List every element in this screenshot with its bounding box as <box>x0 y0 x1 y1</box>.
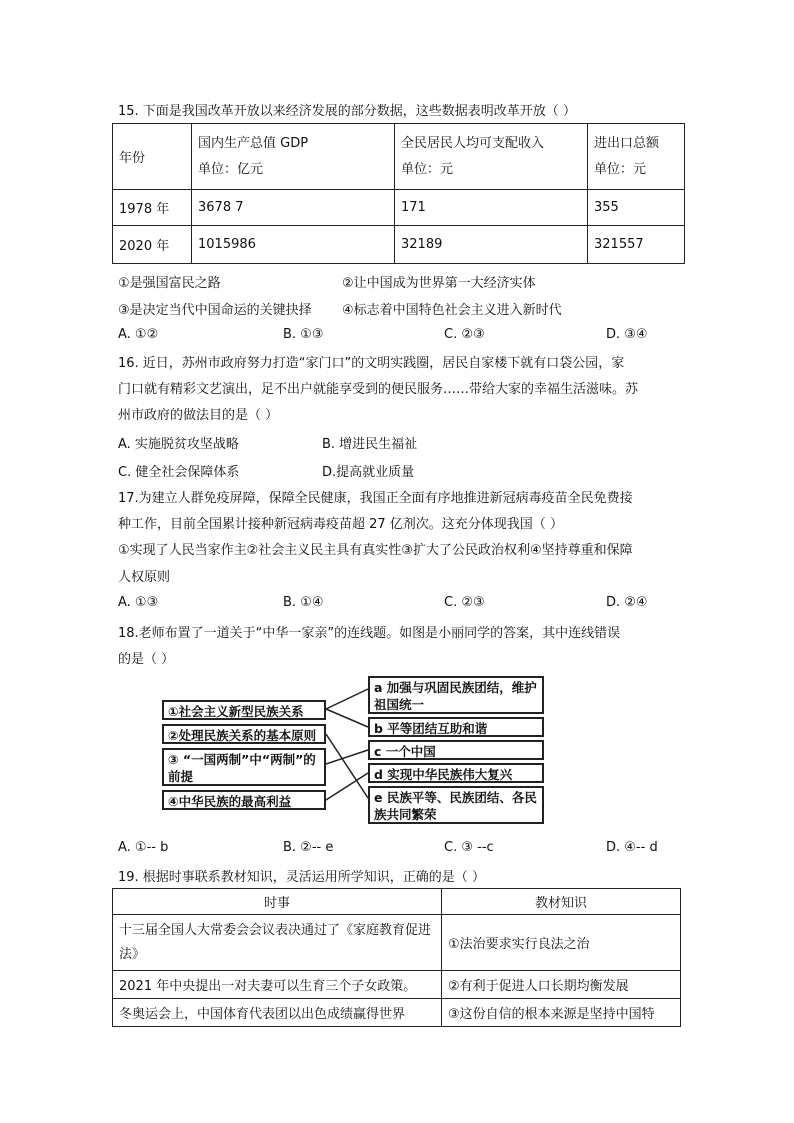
q15-option-c[interactable]: C. ②③ <box>444 327 485 342</box>
right-item-d: d 实现中华民族伟大复兴 <box>368 763 544 783</box>
q17-statements-line1: ①实现了人民当家作主②社会主义民主具有真实性③扩大了公民政治权利④坚持尊重和保障 <box>118 543 633 558</box>
q19-table <box>112 888 681 1027</box>
right-item-b: b 平等团结互助和谐 <box>368 717 544 737</box>
table-cell: ①法治要求实行良法之治 <box>442 915 681 971</box>
q19-stem: 19. 根据时事联系教材知识，灵活运用所学知识，正确的是（ ） <box>118 870 485 885</box>
table-cell: 32189 <box>395 226 588 264</box>
connector-line <box>326 734 368 798</box>
q15-option-d[interactable]: D. ③④ <box>606 327 648 342</box>
table-cell: 171 <box>395 190 588 226</box>
q15-option-a[interactable]: A. ①② <box>118 327 159 342</box>
q16-stem-line3: 州市政府的做法目的是（ ） <box>118 408 279 423</box>
table-cell: 355 <box>588 190 685 226</box>
q15-statement-1: ①是强国富民之路 <box>118 276 221 291</box>
q18-stem-line1: 18.老师布置了一道关于“中华一家亲”的连线题。如图是小丽同学的答案，其中连线错误 <box>118 626 621 641</box>
left-item-3: ③ “一国两制”中“两制”的前提 <box>162 748 326 786</box>
q17-option-d[interactable]: D. ②④ <box>606 595 648 610</box>
table-cell: 3678 7 <box>192 190 395 226</box>
q16-option-c[interactable]: C. 健全社会保障体系 <box>118 465 240 480</box>
table-row <box>113 999 681 1027</box>
left-item-2: ②处理民族关系的基本原则 <box>162 724 326 744</box>
table-cell: 321557 <box>588 226 685 264</box>
right-item-a: a 加强与巩固民族团结，维护祖国统一 <box>368 676 544 714</box>
q16-stem-line2: 门口就有精彩文艺演出，足不出户就能享受到的便民服务……带给大家的幸福生活滋味。苏 <box>118 382 639 397</box>
q15-option-b[interactable]: B. ①③ <box>283 327 324 342</box>
table-cell: 2021 年中央提出一对夫妻可以生育三个子女政策。 <box>113 971 442 999</box>
q18-option-c[interactable]: C. ③ --c <box>444 840 494 855</box>
q15-statement-4: ④标志着中国特色社会主义进入新时代 <box>342 303 562 318</box>
q17-option-b[interactable]: B. ①④ <box>283 595 324 610</box>
q17-option-c[interactable]: C. ②③ <box>444 595 485 610</box>
right-item-e: e 民族平等、民族团结、各民族共同繁荣 <box>368 786 544 824</box>
q17-option-a[interactable]: A. ①③ <box>118 595 159 610</box>
q16-option-a[interactable]: A. 实施脱贫攻坚战略 <box>118 437 239 452</box>
q16-stem-line1: 16. 近日，苏州市政府努力打造“家门口”的文明实践圈，居民自家楼下就有口袋公园，家 <box>118 356 625 371</box>
table-header-cell: 国内生产总值 GDP 单位：亿元 <box>192 124 395 190</box>
q18-option-b[interactable]: B. ②-- e <box>283 840 334 855</box>
table-cell: ③这份自信的根本来源是坚持中国特 <box>442 999 681 1027</box>
table-header-cell: 年份 <box>113 124 192 190</box>
q17-stem-line2: 种工作，目前全国累计接种新冠病毒疫苗超 27 亿剂次。这充分体现我国（ ） <box>118 517 563 532</box>
q17-statements-line2: 人权原则 <box>118 570 171 585</box>
q16-option-d[interactable]: D.提高就业质量 <box>322 465 415 480</box>
q18-stem-line2: 的是（ ） <box>118 652 175 667</box>
q18-option-a[interactable]: A. ①-- b <box>118 840 169 855</box>
table-cell: 十三届全国人大常委会会议表决通过了《家庭教育促进法》 <box>113 915 442 971</box>
table-header-cell: 教材知识 <box>442 889 681 915</box>
left-item-4: ④中华民族的最高利益 <box>162 790 326 810</box>
q17-stem-line1: 17.为建立人群免疫屏障，保障全民健康，我国正全面有序地推进新冠病毒疫苗全民免费接 <box>118 491 633 506</box>
q15-stem: 15. 下面是我国改革开放以来经济发展的部分数据，这些数据表明改革开放（ ） <box>118 104 576 119</box>
table-cell: 1015986 <box>192 226 395 264</box>
connector-line <box>326 773 368 800</box>
left-item-1: ①社会主义新型民族关系 <box>162 700 326 720</box>
connector-line <box>326 750 368 764</box>
q16-option-b[interactable]: B. 增进民生福祉 <box>322 437 418 452</box>
right-item-c: c 一个中国 <box>368 740 544 760</box>
q15-statement-2: ②让中国成为世界第一大经济实体 <box>342 276 536 291</box>
table-row <box>113 971 681 999</box>
table-header-cell: 时事 <box>113 889 442 915</box>
table-row <box>113 915 681 971</box>
q15-statement-3: ③是决定当代中国命运的关键抉择 <box>118 303 312 318</box>
table-cell: ②有利于促进人口长期均衡发展 <box>442 971 681 999</box>
table-cell: 1978 年 <box>113 190 192 226</box>
table-cell: 冬奥运会上，中国体育代表团以出色成绩赢得世界 <box>113 999 442 1027</box>
table-header-cell: 进出口总额 单位：元 <box>588 124 685 190</box>
table-cell: 2020 年 <box>113 226 192 264</box>
connector-line <box>326 709 368 727</box>
connector-line <box>326 689 368 709</box>
table-header-cell: 全民居民人均可支配收入 单位：元 <box>395 124 588 190</box>
table-row <box>113 889 681 915</box>
q18-option-d[interactable]: D. ④-- d <box>606 840 658 855</box>
